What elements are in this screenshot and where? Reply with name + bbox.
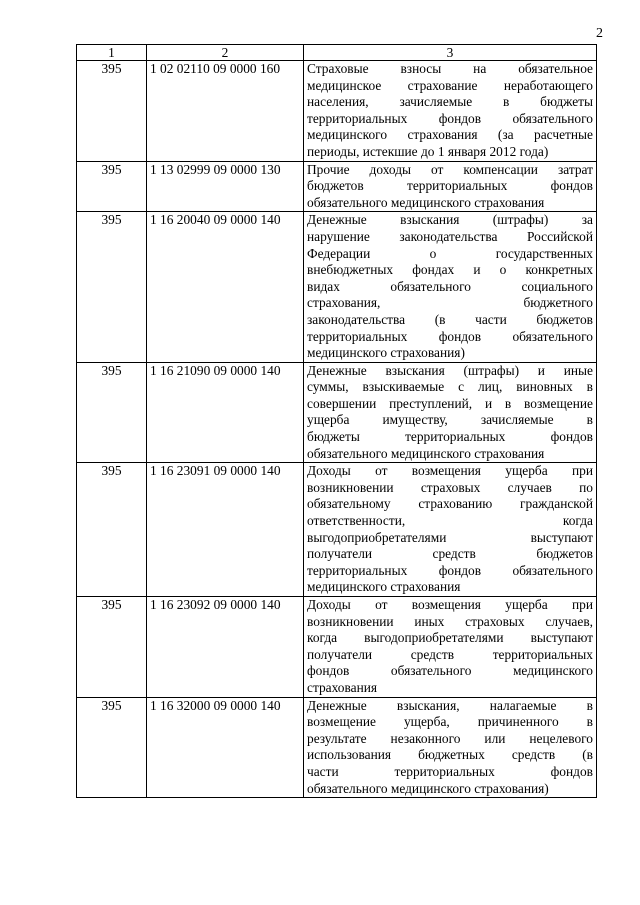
description-line: ущерба имуществу, зачисляемые в xyxy=(307,412,593,428)
description-line: получатели средств территориальных xyxy=(307,646,593,662)
table-row xyxy=(77,212,597,362)
description-line: территориальных фондов обязательного xyxy=(307,328,593,344)
admin-code-cell: 395 xyxy=(77,362,147,463)
description-line: территориальных фондов обязательного xyxy=(307,110,593,126)
income-description-cell xyxy=(304,161,597,212)
description-line: Прочие доходы от компенсации затрат xyxy=(307,161,593,177)
column-header-1: 1 xyxy=(77,45,147,61)
table-row xyxy=(77,697,597,798)
description-line: медицинского страхования xyxy=(307,579,461,595)
income-description-cell xyxy=(304,362,597,463)
description-line: периоды, истекшие до 1 января 2012 года) xyxy=(307,143,549,159)
admin-code-cell: 395 xyxy=(77,597,147,698)
admin-code-cell: 395 xyxy=(77,463,147,597)
budget-code-cell: 1 16 20040 09 0000 140 xyxy=(147,212,304,362)
budget-code-cell: 1 02 02110 09 0000 160 xyxy=(147,61,304,162)
budget-code-cell: 1 16 21090 09 0000 140 xyxy=(147,362,304,463)
page-number: 2 xyxy=(596,26,603,41)
description-line: Доходы от возмещения ущерба при xyxy=(307,463,593,479)
description-line: части территориальных фондов xyxy=(307,763,593,779)
income-codes-table xyxy=(76,44,597,798)
income-description-cell xyxy=(304,212,597,362)
table-body xyxy=(77,61,597,798)
description-line: Денежные взыскания (штрафы) за xyxy=(307,212,593,228)
description-line: медицинского страхования (за расчетные xyxy=(307,127,593,143)
admin-code-cell: 395 xyxy=(77,697,147,798)
description-line: Денежные взыскания (штрафы) и иные xyxy=(307,362,593,378)
column-header-3: 3 xyxy=(304,45,597,61)
description-line: бюджетов территориальных фондов xyxy=(307,178,593,194)
description-line: нарушение законодательства Российской xyxy=(307,228,593,244)
description-line: медицинское страхование неработающего xyxy=(307,77,593,93)
income-description-cell xyxy=(304,697,597,798)
table-row xyxy=(77,161,597,212)
budget-code-cell: 1 16 23091 09 0000 140 xyxy=(147,463,304,597)
table-row xyxy=(77,362,597,463)
admin-code-cell: 395 xyxy=(77,61,147,162)
admin-code-cell: 395 xyxy=(77,161,147,212)
description-line: получатели средств бюджетов xyxy=(307,546,593,562)
budget-code-cell: 1 16 23092 09 0000 140 xyxy=(147,597,304,698)
description-line: возникновении иных страховых случаев, xyxy=(307,613,593,629)
description-line: суммы, взыскиваемые с лиц, виновных в xyxy=(307,379,593,395)
description-line: когда выгодоприобретателями выступают xyxy=(307,630,593,646)
description-line: страхования, бюджетного xyxy=(307,295,593,311)
income-description-cell xyxy=(304,463,597,597)
description-line: внебюджетных фондах и о конкретных xyxy=(307,262,593,278)
description-line: территориальных фондов обязательного xyxy=(307,562,593,578)
description-line: страхования xyxy=(307,679,378,695)
description-line: населения, зачисляемые в бюджеты xyxy=(307,94,593,110)
table-row xyxy=(77,61,597,162)
description-line: результате незаконного или нецелевого xyxy=(307,730,593,746)
description-line: обязательному страхованию гражданской xyxy=(307,496,593,512)
income-description-cell xyxy=(304,61,597,162)
description-line: возмещение ущерба, причиненного в xyxy=(307,714,593,730)
description-line: использования бюджетных средств (в xyxy=(307,747,593,763)
description-line: совершении преступлений, и в возмещение xyxy=(307,395,593,411)
description-line: Федерации о государственных xyxy=(307,245,593,261)
description-line: фондов обязательного медицинского xyxy=(307,663,593,679)
description-line: Денежные взыскания, налагаемые в xyxy=(307,697,593,713)
description-line: Доходы от возмещения ущерба при xyxy=(307,597,593,612)
description-line: обязательного медицинского страхования xyxy=(307,194,545,210)
table-row xyxy=(77,597,597,698)
table-header-row xyxy=(77,45,597,61)
description-line: обязательного медицинского страхования) xyxy=(307,780,549,796)
description-line: обязательного медицинского страхования xyxy=(307,445,545,461)
description-line: выгодоприобретателями выступают xyxy=(307,529,593,545)
description-line: возникновении страховых случаев по xyxy=(307,479,593,495)
description-line: видах обязательного социального xyxy=(307,278,593,294)
description-line: Страховые взносы на обязательное xyxy=(307,61,593,76)
description-line: ответственности, когда xyxy=(307,513,593,529)
income-description-cell xyxy=(304,597,597,698)
table-row xyxy=(77,463,597,597)
description-line: законодательства (в части бюджетов xyxy=(307,311,593,327)
column-header-2: 2 xyxy=(147,45,304,61)
description-line: медицинского страхования) xyxy=(307,345,465,361)
budget-code-cell: 1 16 32000 09 0000 140 xyxy=(147,697,304,798)
admin-code-cell: 395 xyxy=(77,212,147,362)
budget-code-cell: 1 13 02999 09 0000 130 xyxy=(147,161,304,212)
description-line: бюджеты территориальных фондов xyxy=(307,429,593,445)
